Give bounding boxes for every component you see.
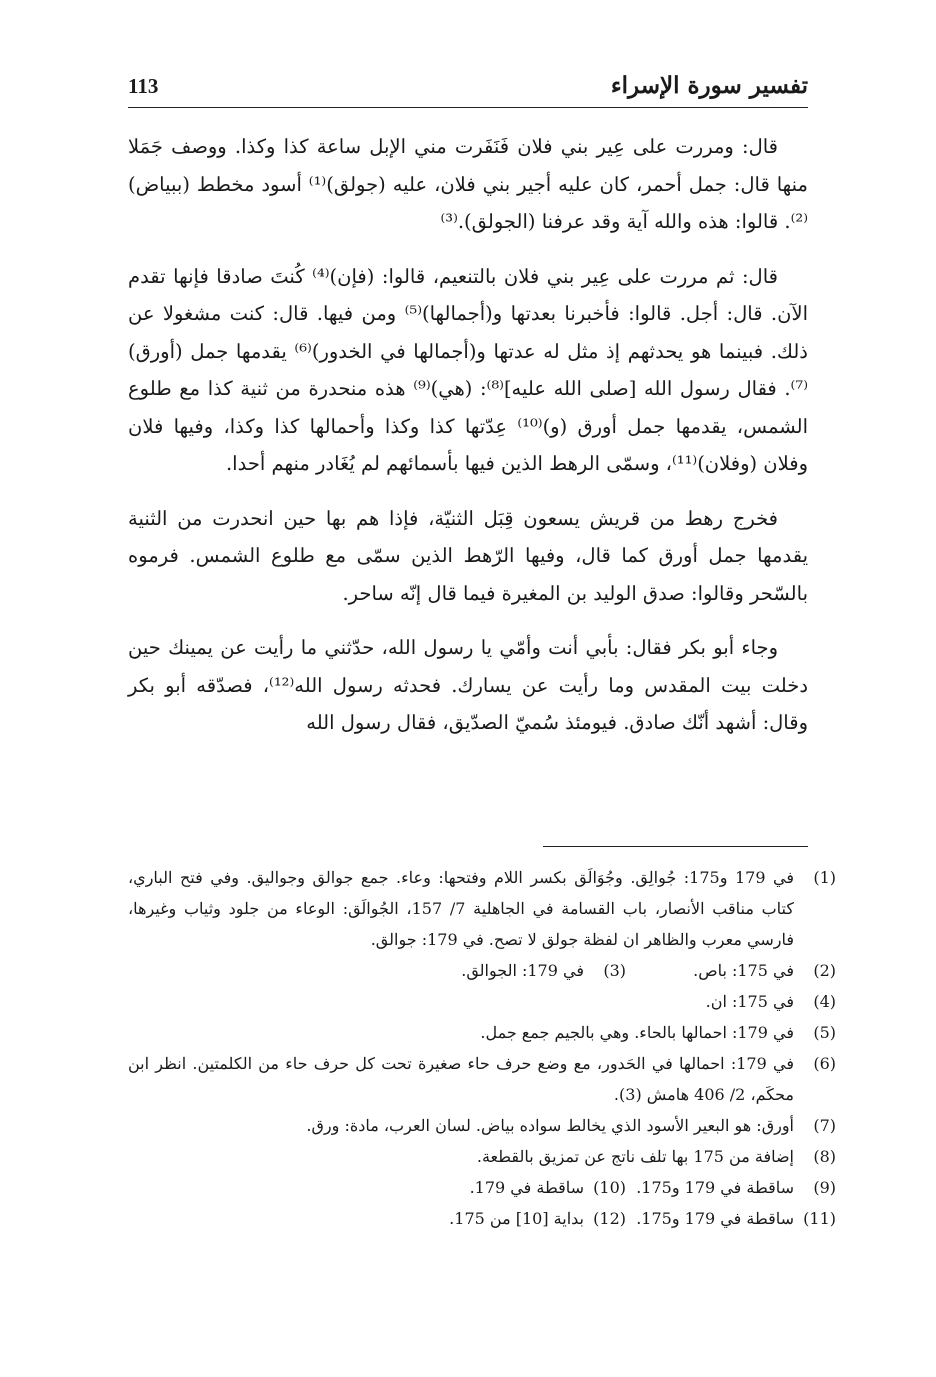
footnote	[128, 1017, 836, 1048]
footnote-text: في 179 و175: جُوالِق. وجُوَالَق بكسر اللام وفتحها: وعاء. جمع جوالق وجواليق. وفي فتح الباري، كتاب مناقب الأنصار، باب القسامة في الجاهلية 7/ 157، الجُوالَق: الوعاء من جلود وثياب وغيرها، فارسي معرب والظاهر ان لفظة جولق لا تصح. في 179: جوالق.	[128, 868, 795, 949]
footnote-rule	[543, 846, 808, 847]
footnote-number: (11)	[803, 1209, 836, 1228]
footnote-number: (4)	[813, 992, 836, 1011]
footnote	[128, 986, 836, 1017]
footnote-text: أورق: هو البعير الأسود الذي يخالط سواده بياض. لسان العرب، مادة: ورق.	[306, 1116, 794, 1135]
footnote-text: بداية [10] من 175.	[449, 1209, 584, 1228]
footnote-pair	[128, 1203, 836, 1234]
footnote	[626, 955, 836, 986]
footnote-text: في 179: احمالها في الحَدور، مع وضع حرف حاء صغيرة تحت كل حرف حاء من الكلمتين. انظر ابن محكَم، 2/ 406 هامش (3).	[128, 1054, 794, 1104]
footnote-text: ساقطة في 179 و175.	[636, 1178, 794, 1197]
footnote-number: (8)	[813, 1147, 836, 1166]
footnote-number: (6)	[813, 1054, 836, 1073]
footnote	[449, 1203, 626, 1234]
footnote-number: (7)	[813, 1116, 836, 1135]
footnote	[128, 862, 836, 955]
footnote	[128, 1141, 836, 1172]
footnote-text: ساقطة في 179.	[469, 1178, 584, 1197]
footnote-text: في 179: الجوالق.	[461, 961, 584, 980]
footnote-number: (3)	[603, 961, 626, 980]
page-header	[128, 68, 808, 106]
footnote-pair	[128, 955, 836, 986]
footnote-number: (12)	[593, 1209, 626, 1228]
footnote-text: ساقطة في 179 و175.	[636, 1209, 794, 1228]
main-text	[128, 128, 808, 759]
footnote-number: (1)	[813, 868, 836, 887]
footnote	[626, 1203, 836, 1234]
paragraph: وجاء أبو بكر فقال: بأبي أنت وأمّي يا رسول الله، حدّثني ما رأيت عن يمينك حين دخلت بيت المقدس وما رأيت عن يسارك. فحدثه رسول الله⁽¹²⁾، فصدّقه أبو بكر وقال: أشهد أنّك صادق. فيومئذ سُميّ الصدّيق، فقال رسول الله	[128, 636, 809, 734]
footnote-number: (9)	[813, 1178, 836, 1197]
footnote	[461, 955, 626, 986]
footnote-number: (10)	[593, 1178, 626, 1197]
footnote	[128, 1048, 836, 1110]
paragraph: قال: ثم مررت على عِير بني فلان بالتنعيم، قالوا: (فإن)⁽⁴⁾ كُنتَ صادقا فإنها تقدم الآن. قال: أجل. قالوا: فأخبرنا بعدتها و(أجمالها)⁽⁵⁾ ومن فيها. قال: كنت مشغولا عن ذلك. فبينما هو يحدثهم إذ مثل له عدتها و(أجمالها في الخدور)⁽⁶⁾ يقدمها جمل (أورق)⁽⁷⁾. فقال رسول الله [صلى الله عليه]⁽⁸⁾: (هي)⁽⁹⁾ هذه منحدرة من ثنية كذا مع طلوع الشمس، يقدمها جمل أورق (و)⁽¹⁰⁾ عِدّتها كذا وكذا وأحمالها كذا وكذا، وفيها فلان وفلان (وفلان)⁽¹¹⁾، وسمّى الرهط الذين فيها بأسمائهم لم يُغَادر منهم أحدا.	[128, 264, 808, 475]
footnote-number: (2)	[813, 961, 836, 980]
running-title: تفسير سورة الإسراء	[610, 72, 808, 99]
footnote-text: في 175: باص.	[693, 961, 794, 980]
page-number: 113	[128, 74, 159, 98]
footnote	[470, 1172, 626, 1203]
footnote-text: إضافة من 175 بها تلف ناتج عن تمزيق بالقطعة.	[476, 1147, 794, 1166]
footnote-text: في 179: احمالها بالحاء. وهي بالجيم جمع جمل.	[480, 1023, 794, 1042]
header-rule	[128, 107, 808, 108]
footnote-text: في 175: ان.	[705, 992, 794, 1011]
footnote-pair	[128, 1172, 836, 1203]
footnote	[626, 1172, 836, 1203]
footnotes	[128, 862, 836, 1234]
paragraph: قال: ومررت على عِير بني فلان فَنَفَرت مني الإبل ساعة كذا وكذا. ووصف جَمَلا منها قال: جمل أحمر، كان عليه أجير بني فلان، عليه (جولق)⁽¹⁾ أسود مخطط (ببياض)⁽²⁾. قالوا: هذه والله آية وقد عرفنا (الجولق).⁽³⁾	[128, 135, 808, 233]
footnote-number: (5)	[813, 1023, 836, 1042]
paragraph: فخرج رهط من قريش يسعون قِبَل الثنيّة، فإذا هم بها حين انحدرت من الثنية يقدمها جمل أورق كما قال، وفيها الرّهط الذين سمّى مع طلوع الشمس. فرموه بالسّحر وقالوا: صدق الوليد بن المغيرة فيما قال إنّه ساحر.	[128, 506, 808, 605]
footnote	[128, 1110, 836, 1141]
